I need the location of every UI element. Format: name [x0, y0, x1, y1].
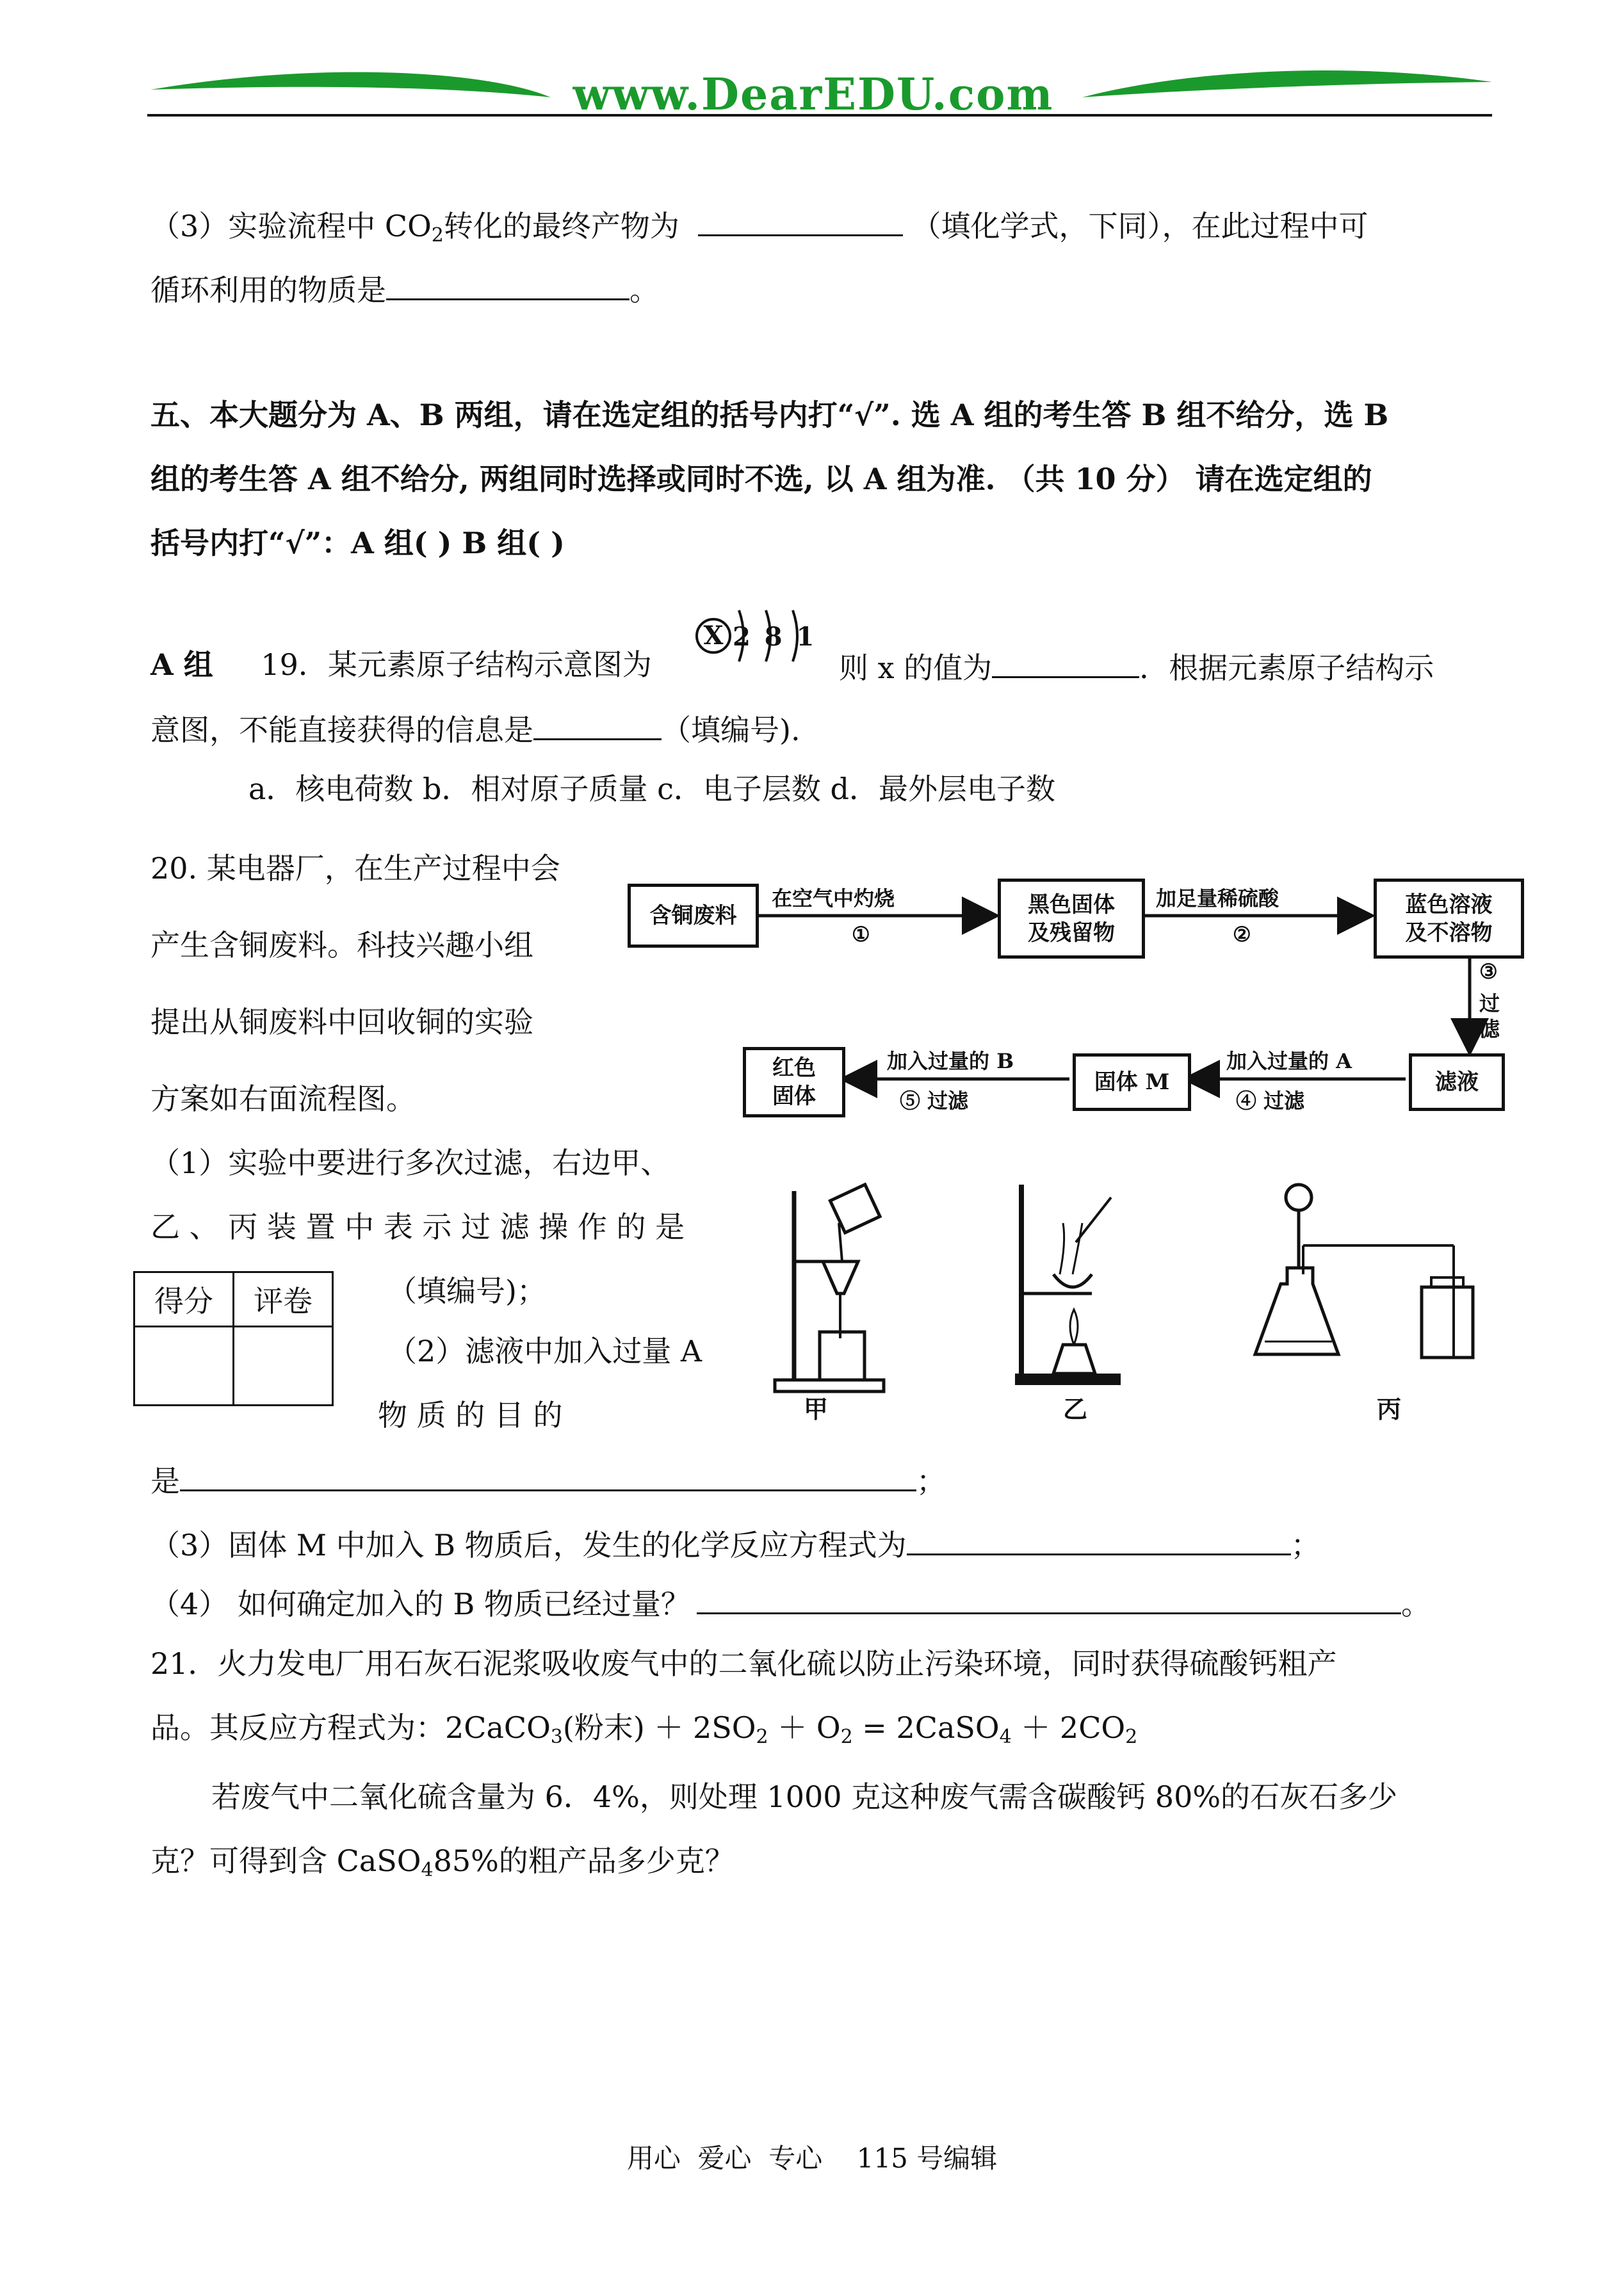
q21-line4: 克？可得到含 CaSO$_4$85%的粗产品多少克？: [150, 1844, 735, 1881]
page-header: [0, 0, 1624, 128]
filtration-apparatus-icon: [762, 1172, 903, 1402]
flow-box-filtrate: 滤液: [1409, 1053, 1505, 1111]
apparatus-bing: [1242, 1172, 1486, 1423]
apparatus-label-jia: 甲: [804, 1395, 829, 1423]
apparatus-label-bing: 丙: [1377, 1395, 1402, 1423]
header-logo[interactable]: www.DearEDU.com: [572, 69, 1054, 120]
q18-3-line2: 循环利用的物质是 。: [150, 268, 659, 309]
gas-generation-apparatus-icon: [1242, 1172, 1486, 1402]
q20-intro-3: 提出从铜废料中回收铜的实验: [150, 1005, 533, 1039]
q20-p1-c: （填编号)；: [387, 1274, 546, 1308]
q21-line1: 21．火力发电厂用石灰石泥浆吸收废气中的二氧化硫以防止污染环境，同时获得硫酸钙粗产: [150, 1646, 1337, 1681]
grader-cell[interactable]: [234, 1327, 333, 1406]
q20-p2-b: 物 质 的 目 的: [378, 1398, 563, 1432]
q20-p2-c: 是 ；: [150, 1459, 946, 1500]
q20-intro-4: 方案如右面流程图。: [150, 1082, 416, 1116]
flow-step4: ④ 过滤: [1236, 1089, 1305, 1113]
q20-p3: （3）固体 M 中加入 B 物质后，发生的化学反应方程式为 ；: [150, 1523, 1320, 1564]
q20-p1-b: 乙 、 丙 装 置 中 表 示 过 滤 操 作 的 是: [150, 1210, 685, 1244]
answer-blank[interactable]: [180, 1459, 916, 1491]
q19-line1-right: 则 x 的值为 ．根据元素原子结构示: [839, 645, 1434, 687]
apparatus-jia: [762, 1172, 903, 1423]
section5-line3: 括号内打“√”：A 组( ) B 组( ): [150, 526, 565, 560]
page-footer: 用心 爱心 专心 115 号编辑: [626, 2143, 998, 2174]
q19-line1: A 组 19．某元素原子结构示意图为: [150, 647, 652, 682]
flow-box-red-solid: 红色 固体: [743, 1047, 845, 1117]
flow-box-blue-solution: 蓝色溶液 及不溶物: [1374, 879, 1524, 959]
flow-box-solid-m: 固体 M: [1073, 1053, 1191, 1111]
q21-equation: 品。其反应方程式为：2CaCO$_3$(粉末) ＋ $2SO_2 + O_2$ = 2CaSO$_4$ ＋ $2CO_2$: [150, 1710, 1138, 1748]
grader-header: 评卷: [234, 1272, 333, 1327]
q20-intro-2: 产生含铜废料。科技兴趣小组: [150, 928, 533, 962]
apparatus-yi: [1002, 1172, 1143, 1423]
flow-arrow5-label: 加入过量的 B: [887, 1049, 1014, 1073]
answer-blank[interactable]: [386, 268, 629, 300]
answer-blank[interactable]: [698, 204, 903, 236]
answer-blank[interactable]: [907, 1523, 1291, 1555]
q19-line2: 意图，不能直接获得的信息是 （填编号).: [150, 708, 800, 749]
q20-p4: （4） 如何确定加入的 B 物质已经过量？ 。: [150, 1582, 1431, 1623]
q20-p2-a: （2）滤液中加入过量 A: [387, 1334, 702, 1368]
recovery-flowchart: [615, 864, 1524, 1133]
q20-p1-a: （1）实验中要进行多次过滤，右边甲、: [150, 1146, 670, 1180]
answer-blank[interactable]: [697, 1582, 1401, 1614]
q21-line3: 若废气中二氧化硫含量为 6．4%，则处理 1000 克这种废气需含碳酸钙 80%的石灰石多少: [211, 1780, 1398, 1814]
score-cell[interactable]: [134, 1327, 234, 1406]
flow-arrow3-label-1: 过: [1479, 991, 1500, 1016]
flow-step2: ②: [1233, 922, 1251, 946]
flow-arrow2-label: 加足量稀硫酸: [1156, 886, 1279, 911]
flow-box-copper-waste: 含铜废料: [628, 884, 759, 948]
answer-blank[interactable]: [992, 645, 1139, 678]
q20-intro-1: 20. 某电器厂，在生产过程中会: [150, 851, 560, 886]
q19-options: a．核电荷数 b．相对原子质量 c．电子层数 d．最外层电子数: [248, 772, 1055, 806]
atom-structure-diagram: [693, 599, 821, 669]
q18-3-line1: （3）实验流程中 $CO_2$转化的最终产物为 （填化学式，下同），在此过程中可: [150, 204, 1368, 255]
group-a-label: A 组: [150, 647, 213, 682]
answer-blank[interactable]: [533, 708, 662, 740]
evaporation-apparatus-icon: [1002, 1172, 1143, 1402]
flow-step3: ③: [1479, 959, 1498, 984]
atom-electrons: 2 8 1: [733, 622, 817, 652]
section5-line2: 组的考生答 A 组不给分, 两组同时选择或同时不选, 以 A 组为准. （共 10 分） 请在选定组的: [150, 462, 1372, 496]
section5-line1: 五、本大题分为 A、B 两组，请在选定组的括号内打“√”. 选 A 组的考生答 B 组不给分，选 B: [150, 398, 1389, 432]
flow-arrow3-label-2: 滤: [1479, 1017, 1500, 1041]
apparatus-label-yi: 乙: [1063, 1395, 1088, 1423]
atom-nucleus: X: [703, 620, 724, 651]
score-table: [133, 1271, 334, 1406]
flow-step1: ①: [852, 922, 870, 946]
flow-step5: ⑤ 过滤: [900, 1089, 969, 1113]
flow-arrow1-label: 在空气中灼烧: [772, 886, 895, 911]
flow-box-black-solid: 黑色固体 及残留物: [998, 879, 1145, 959]
flow-arrow4-label: 加入过量的 A: [1226, 1049, 1352, 1073]
score-header: 得分: [134, 1272, 234, 1327]
